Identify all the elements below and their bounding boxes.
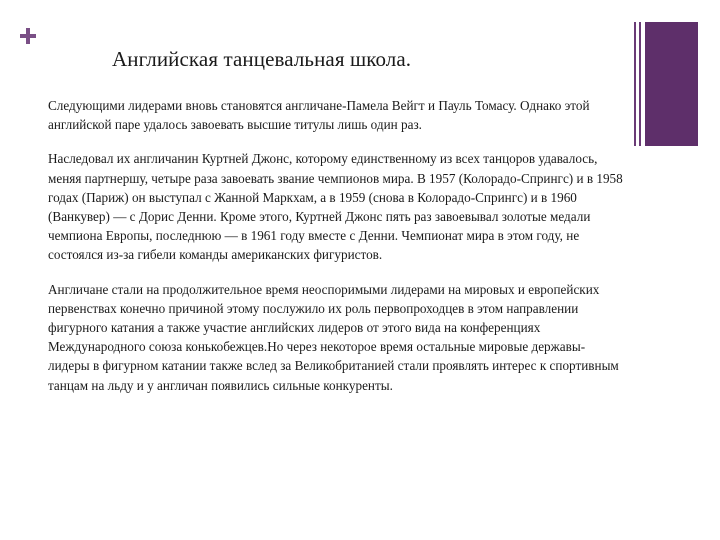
slide-body [48, 96, 630, 410]
slide-title: Английская танцевальная школа. [112, 47, 412, 71]
paragraph: Англичане стали на продолжительное время неоспоримыми лидерами на мировых и европейских первенствах конечно причиной этому послужило их роль первопроходцев в этом направлении фигурного катания а также участие английских лидеров от этого вида на конференциях Международного союза конькобежцев.Но через некоторое время остальные мировые державы- лидеры в фигурном катании также вслед за Великобританией стали проявлять интерес к спортивным танцам на льду и у англичан появились сильные конкуренты. [48, 281, 619, 393]
paragraph: Наследовал их англичанин Куртней Джонс, которому единственному из всех танцоров удавалось, меняя партнершу, четыре раза завоевать звание чемпионов мира. В 1957 (Колорадо-Спрингс) и в 1958 годах (Париж) он выступал с Жанной Маркхам, а в 1959 (снова в Колорадо-Спрингс) и в 1960 (Ванкувер) — с Дорис Денни. Кроме этого, Куртней Джонс пять раз завоевывал золотые медали чемпиона Европы, последнюю — в 1961 году вместе с Денни. Чемпионат мира в этом году, не состоялся из-за гибели команды американских фигуристов. [48, 151, 623, 263]
decorative-accent-block [645, 22, 698, 146]
decorative-stripe [639, 22, 641, 146]
plus-icon [18, 26, 38, 46]
paragraph: Следующими лидерами вновь становятся англичане-Памела Вейгт и Пауль Томасу. Однако этой английской паре удалось завоевать высшие титулы лишь один раз. [48, 98, 590, 133]
decorative-stripe [634, 22, 636, 146]
